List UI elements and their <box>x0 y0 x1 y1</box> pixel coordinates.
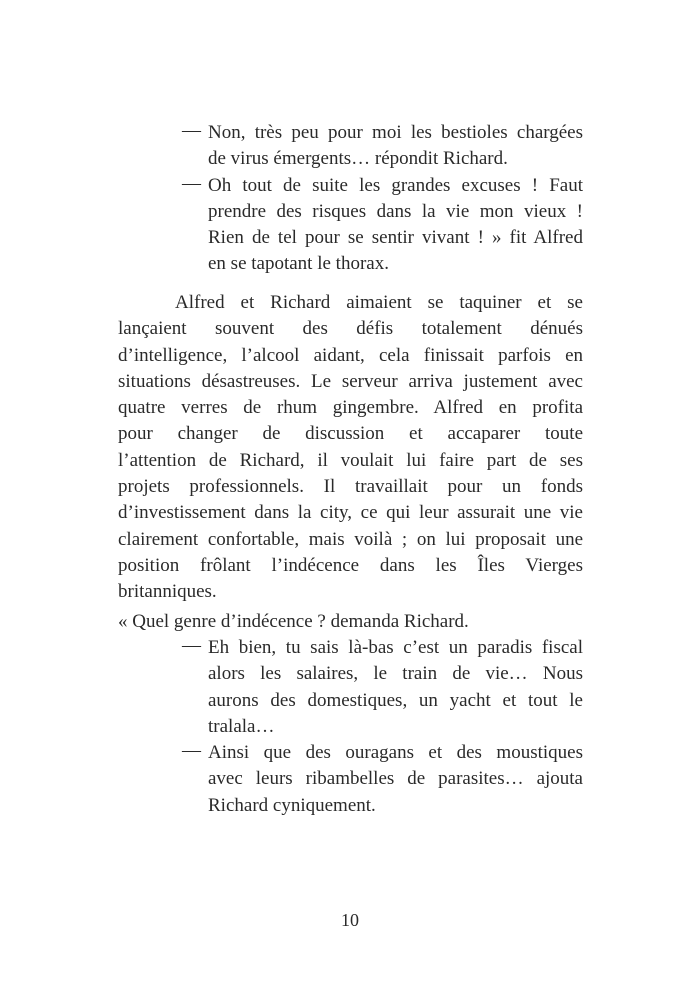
dialogue-dash: — <box>182 740 201 762</box>
text-line: aurons des domestiques, un yacht et tout le <box>208 689 583 711</box>
dialogue-dash: — <box>182 120 201 141</box>
text-line: situations désastreuses. Le serveur arriva justement avec <box>118 370 583 392</box>
text-line: Richard cyniquement. <box>208 794 376 816</box>
quote-line-block <box>118 609 583 635</box>
text-line: lançaient souvent des défis totalement dénués <box>118 318 583 340</box>
text-line: Oh tout de suite les grandes excuses ! Faut <box>208 174 583 196</box>
text-line: Eh bien, tu sais là-bas c’est un paradis fiscal <box>208 637 583 658</box>
dialogue-entry <box>118 173 583 278</box>
text-line: prendre des risques dans la vie mon vieux ! <box>208 200 583 222</box>
text-line: d’investissement dans la city, ce qui leur assurait une vie <box>118 502 583 524</box>
dialogue-dash: — <box>182 635 201 656</box>
text-line: tralala… <box>208 715 275 737</box>
text-line: position frôlant l’indécence dans les Îles Vierges <box>118 554 583 576</box>
text-line: quatre verres de rhum gingembre. Alfred en profita <box>118 397 583 419</box>
text-line: britanniques. <box>118 581 217 603</box>
text-line: Alfred et Richard aimaient se taquiner et se <box>175 292 583 313</box>
text-line: Ainsi que des ouragans et des moustiques <box>208 742 583 764</box>
text-line: de virus émergents… répondit Richard. <box>208 148 508 170</box>
dialogue-entry <box>118 635 583 740</box>
dialogue-entry <box>118 740 583 819</box>
text-line: d’intelligence, l’alcool aidant, cela finissait parfois en <box>118 344 583 366</box>
dialogue-block-1 <box>118 120 583 278</box>
text-line: clairement confortable, mais voilà ; on lui proposait une <box>118 528 583 550</box>
dialogue-dash: — <box>182 172 201 194</box>
text-line: Rien de tel pour se sentir vivant ! » fit Alfred <box>208 227 583 249</box>
text-line: pour changer de discussion et accaparer toute <box>118 423 583 445</box>
quote-line: « Quel genre d’indécence ? demanda Richard. <box>118 611 469 632</box>
text-line: alors les salaires, le train de vie… Nous <box>208 663 583 685</box>
text-line: projets professionnels. Il travaillait pour un fonds <box>118 476 583 498</box>
dialogue-block-2 <box>118 635 583 819</box>
text-line: en se tapotant le thorax. <box>208 253 389 275</box>
text-line: Non, très peu pour moi les bestioles chargées <box>208 122 583 143</box>
page-number: 10 <box>341 910 359 930</box>
narrative-paragraph <box>118 290 583 606</box>
text-line: l’attention de Richard, il voulait lui faire part de ses <box>118 449 583 471</box>
text-line: avec leurs ribambelles de parasites… ajouta <box>208 768 583 790</box>
dialogue-entry <box>118 120 583 173</box>
